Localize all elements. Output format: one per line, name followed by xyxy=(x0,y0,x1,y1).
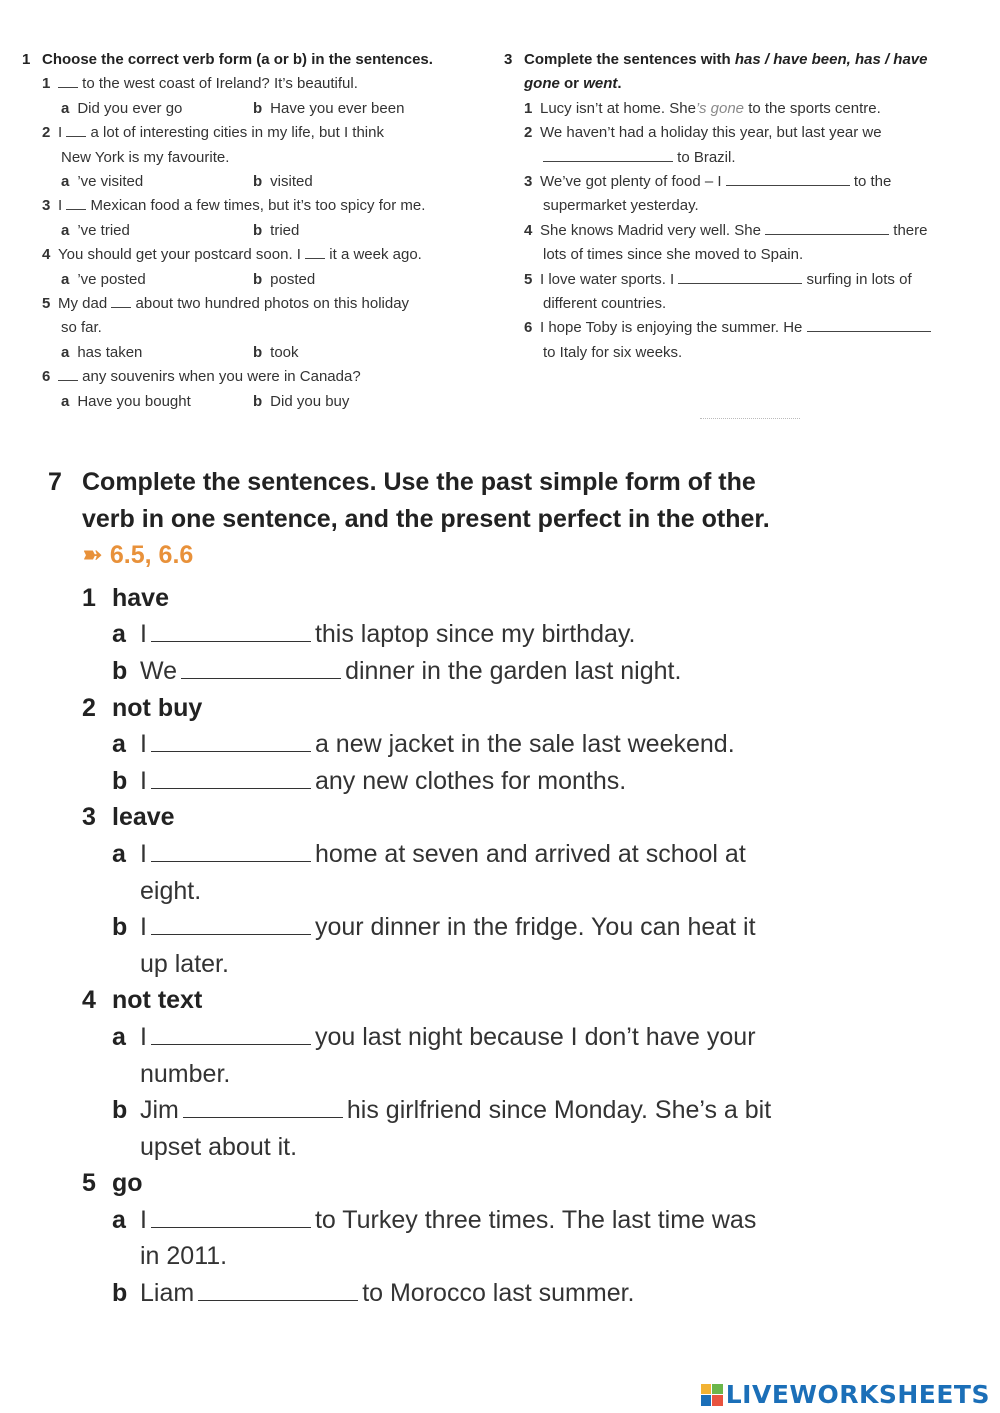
option-text: visited xyxy=(270,173,313,191)
question-text: I xyxy=(58,124,67,142)
exercise-3-heading xyxy=(504,48,974,97)
options xyxy=(22,390,492,414)
option-text: posted xyxy=(270,270,316,288)
options xyxy=(22,268,492,292)
group-number: 4 xyxy=(82,986,96,1015)
group-number: 2 xyxy=(82,693,96,722)
group-number: 3 xyxy=(82,803,96,832)
sentence-text: I xyxy=(140,730,147,759)
option-letter: b xyxy=(253,270,263,288)
divider xyxy=(700,418,800,419)
question-number: 3 xyxy=(524,173,533,191)
sentence-letter: b xyxy=(112,656,128,685)
option-text: Did you buy xyxy=(270,392,350,410)
instruction-part: has / have been, has / have gone xyxy=(524,51,928,93)
answer-blank[interactable] xyxy=(58,73,78,88)
exercise-instruction: Choose the correct verb form (a or b) in the sentences. xyxy=(42,51,433,68)
sentence-letter: b xyxy=(112,1096,128,1125)
option-a[interactable] xyxy=(61,390,253,414)
question-text: to Brazil. xyxy=(673,148,736,166)
question-number: 1 xyxy=(42,75,51,93)
liveworksheets-logo xyxy=(701,1380,990,1409)
question-continuation: different countries. xyxy=(543,295,667,313)
answer-blank[interactable] xyxy=(58,366,78,381)
option-b[interactable] xyxy=(253,390,445,414)
options xyxy=(22,341,492,365)
verb-prompt xyxy=(48,982,808,1019)
question-continuation: lots of times since she moved to Spain. xyxy=(543,246,804,264)
instruction-part: Complete the sentences with xyxy=(524,51,735,68)
question-text: to the west coast of Ireland? It’s beautiful. xyxy=(78,75,358,93)
instruction-part: . xyxy=(617,75,622,93)
question-text: I hope Toby is enjoying the summer. He xyxy=(540,319,807,337)
sentence-text: Jim xyxy=(140,1096,179,1125)
option-text: took xyxy=(270,343,299,361)
sentence-text: Liam xyxy=(140,1279,195,1308)
sentence-text: I xyxy=(140,1022,147,1051)
grammar-reference: ➽ 6.5, 6.6 xyxy=(82,541,194,570)
instruction-line: Complete the sentences. Use the past simple form of the xyxy=(82,468,756,496)
verb-text: have xyxy=(112,583,169,612)
sentence-text: to Morocco last summer. xyxy=(362,1279,635,1308)
option-text: Have you bought xyxy=(77,392,191,410)
question xyxy=(22,194,492,218)
sentence-text: I xyxy=(140,766,147,795)
question-number: 2 xyxy=(42,124,51,142)
sentence-text: I xyxy=(140,839,147,868)
sentence xyxy=(48,653,808,690)
answer-blank[interactable] xyxy=(765,220,889,235)
exercise-number: 7 xyxy=(48,468,62,496)
sentence xyxy=(48,616,808,653)
example-answer: ’s gone xyxy=(695,99,745,117)
sentence xyxy=(48,836,808,873)
sentence-letter: b xyxy=(112,766,128,795)
sentence-text: you last night because I don’t have your xyxy=(314,1022,756,1051)
instruction-line: verb in one sentence, and the present perfect in the other. xyxy=(82,504,770,533)
verb-prompt xyxy=(48,580,808,617)
options xyxy=(22,170,492,194)
question-text: to the sports centre. xyxy=(744,99,881,117)
sentence-text: any new clothes for months. xyxy=(314,766,627,795)
option-letter: a xyxy=(61,270,70,288)
sentence xyxy=(48,726,808,763)
question-text: there xyxy=(889,221,928,239)
question-text: it a week ago. xyxy=(325,246,422,264)
question-number: 5 xyxy=(42,295,51,313)
verb-prompt xyxy=(48,799,808,836)
question xyxy=(504,316,974,340)
sentence xyxy=(48,1275,808,1312)
exercise-7 xyxy=(48,464,808,1312)
option-letter: a xyxy=(61,392,70,410)
option-text: Have you ever been xyxy=(270,99,405,117)
option-text: has taken xyxy=(77,343,143,361)
question-text: She knows Madrid very well. She xyxy=(540,221,766,239)
option-letter: b xyxy=(253,343,263,361)
answer-blank[interactable] xyxy=(151,910,311,935)
sentence-letter: a xyxy=(112,839,126,868)
sentence xyxy=(48,1019,808,1056)
verb-prompt xyxy=(48,1165,808,1202)
question-text: We’ve got plenty of food – I xyxy=(540,173,726,191)
exercise-7-heading xyxy=(48,464,808,501)
question-text: Mexican food a few times, but it’s too spicy for me. xyxy=(86,197,426,215)
option-b[interactable] xyxy=(253,97,445,121)
question-continuation xyxy=(504,146,974,170)
option-text: ’ve visited xyxy=(77,173,144,191)
sentence-text: a new jacket in the sale last weekend. xyxy=(314,730,735,759)
question-text: Lucy isn’t at home. She xyxy=(540,99,696,117)
question-number: 2 xyxy=(524,124,533,142)
question xyxy=(22,292,492,316)
answer-blank[interactable] xyxy=(305,244,325,259)
answer-blank[interactable] xyxy=(151,837,311,862)
options xyxy=(22,219,492,243)
verb-text: not text xyxy=(112,986,203,1015)
option-b[interactable] xyxy=(253,219,445,243)
answer-blank[interactable] xyxy=(726,171,850,186)
question xyxy=(22,243,492,267)
answer-blank[interactable] xyxy=(151,727,311,752)
sentence-text: We xyxy=(140,656,178,685)
answer-blank[interactable] xyxy=(181,654,341,679)
answer-blank[interactable] xyxy=(183,1093,343,1118)
sentence xyxy=(48,763,808,800)
logo-text: LIVEWORKSHEETS xyxy=(725,1380,990,1409)
answer-blank[interactable] xyxy=(198,1276,358,1301)
question-text: I xyxy=(58,197,67,215)
option-letter: a xyxy=(61,343,70,361)
option-letter: b xyxy=(253,392,263,410)
verb-text: leave xyxy=(112,803,175,832)
exercise-1-heading xyxy=(22,48,492,72)
sentence-letter: a xyxy=(112,1205,126,1234)
option-letter: a xyxy=(61,99,70,117)
question-number: 4 xyxy=(42,246,51,264)
sentence-text: your dinner in the fridge. You can heat it xyxy=(314,913,756,942)
sentence xyxy=(48,909,808,946)
sentence-letter: a xyxy=(112,1022,126,1051)
answer-blank[interactable] xyxy=(151,1020,311,1045)
option-b[interactable] xyxy=(253,170,445,194)
option-letter: a xyxy=(61,173,70,191)
answer-blank[interactable] xyxy=(151,1203,311,1228)
question xyxy=(22,72,492,96)
sentence-letter: a xyxy=(112,730,126,759)
sentence-text: home at seven and arrived at school at xyxy=(314,839,746,868)
option-letter: a xyxy=(61,221,70,239)
sentence-text: I xyxy=(140,1205,147,1234)
verb-text: go xyxy=(112,1169,143,1198)
question xyxy=(22,365,492,389)
question-text: any souvenirs when you were in Canada? xyxy=(78,368,361,386)
question xyxy=(504,121,974,145)
question xyxy=(504,219,974,243)
question xyxy=(504,97,974,121)
exercise-number: 3 xyxy=(504,51,513,68)
question-number: 3 xyxy=(42,197,51,215)
question-number: 6 xyxy=(524,319,533,337)
answer-blank[interactable] xyxy=(678,269,802,284)
option-text: ’ve tried xyxy=(77,221,130,239)
option-text: ’ve posted xyxy=(77,270,146,288)
sentence-continuation: number. xyxy=(140,1059,231,1088)
group-number: 1 xyxy=(82,583,96,612)
sentence-continuation: in 2011. xyxy=(140,1242,228,1271)
option-letter: b xyxy=(253,99,263,117)
option-b[interactable] xyxy=(253,268,445,292)
question xyxy=(504,268,974,292)
question-number: 4 xyxy=(524,221,533,239)
question-text: surfing in lots of xyxy=(802,270,912,288)
question-continuation: supermarket yesterday. xyxy=(543,197,699,215)
question-continuation: New York is my favourite. xyxy=(61,148,230,166)
option-text: tried xyxy=(270,221,300,239)
sentence-continuation: upset about it. xyxy=(140,1132,298,1161)
exercise-1-items xyxy=(22,72,492,414)
question-text: My dad xyxy=(58,295,112,313)
sentence-continuation: up later. xyxy=(140,949,229,978)
sentence-text: his girlfriend since Monday. She’s a bit xyxy=(346,1096,772,1125)
sentence-continuation: eight. xyxy=(140,876,202,905)
question-text: a lot of interesting cities in my life, but I think xyxy=(86,124,384,142)
sentence-text: this laptop since my birthday. xyxy=(314,620,636,649)
group-number: 5 xyxy=(82,1169,96,1198)
sentence xyxy=(48,1092,808,1129)
question xyxy=(22,121,492,145)
sentence-text: I xyxy=(140,620,147,649)
option-text: Did you ever go xyxy=(77,99,183,117)
exercise-7-groups xyxy=(48,580,808,1312)
verb-prompt xyxy=(48,690,808,727)
options xyxy=(22,97,492,121)
sentence xyxy=(48,1202,808,1239)
exercise-3 xyxy=(504,48,974,365)
sentence-letter: b xyxy=(112,1279,128,1308)
option-b[interactable] xyxy=(253,341,445,365)
question-text: We haven’t had a holiday this year, but last year we xyxy=(540,124,882,142)
exercise-number: 1 xyxy=(22,51,31,68)
verb-text: not buy xyxy=(112,693,203,722)
answer-blank[interactable] xyxy=(543,147,673,162)
question-text: I love water sports. I xyxy=(540,270,679,288)
answer-blank[interactable] xyxy=(807,317,931,332)
answer-blank[interactable] xyxy=(151,764,311,789)
question-number: 5 xyxy=(524,270,533,288)
sentence-text: dinner in the garden last night. xyxy=(345,656,682,685)
question-continuation: to Italy for six weeks. xyxy=(543,343,683,361)
option-letter: b xyxy=(253,221,263,239)
option-a[interactable] xyxy=(61,170,253,194)
question xyxy=(504,170,974,194)
question-number: 6 xyxy=(42,368,51,386)
question-continuation: so far. xyxy=(61,319,102,337)
exercise-1 xyxy=(22,48,492,414)
sentence-text: I xyxy=(140,913,147,942)
option-a[interactable] xyxy=(61,219,253,243)
question-text: about two hundred photos on this holiday xyxy=(131,295,410,313)
option-a[interactable] xyxy=(61,341,253,365)
option-letter: b xyxy=(253,173,263,191)
instruction-part: went xyxy=(583,75,618,93)
exercise-3-items xyxy=(504,97,974,365)
sentence-letter: a xyxy=(112,620,126,649)
option-a[interactable] xyxy=(61,97,253,121)
answer-blank[interactable] xyxy=(151,617,311,642)
question-text: You should get your postcard soon. I xyxy=(58,246,306,264)
sentence-text: to Turkey three times. The last time was xyxy=(314,1205,757,1234)
answer-blank[interactable] xyxy=(66,122,86,137)
option-a[interactable] xyxy=(61,268,253,292)
answer-blank[interactable] xyxy=(66,195,86,210)
instruction-part: or xyxy=(559,75,584,93)
question-number: 1 xyxy=(524,99,533,117)
answer-blank[interactable] xyxy=(111,293,131,308)
logo-mark-icon xyxy=(701,1384,723,1406)
sentence-letter: b xyxy=(112,913,128,942)
question-text: to the xyxy=(849,173,892,191)
